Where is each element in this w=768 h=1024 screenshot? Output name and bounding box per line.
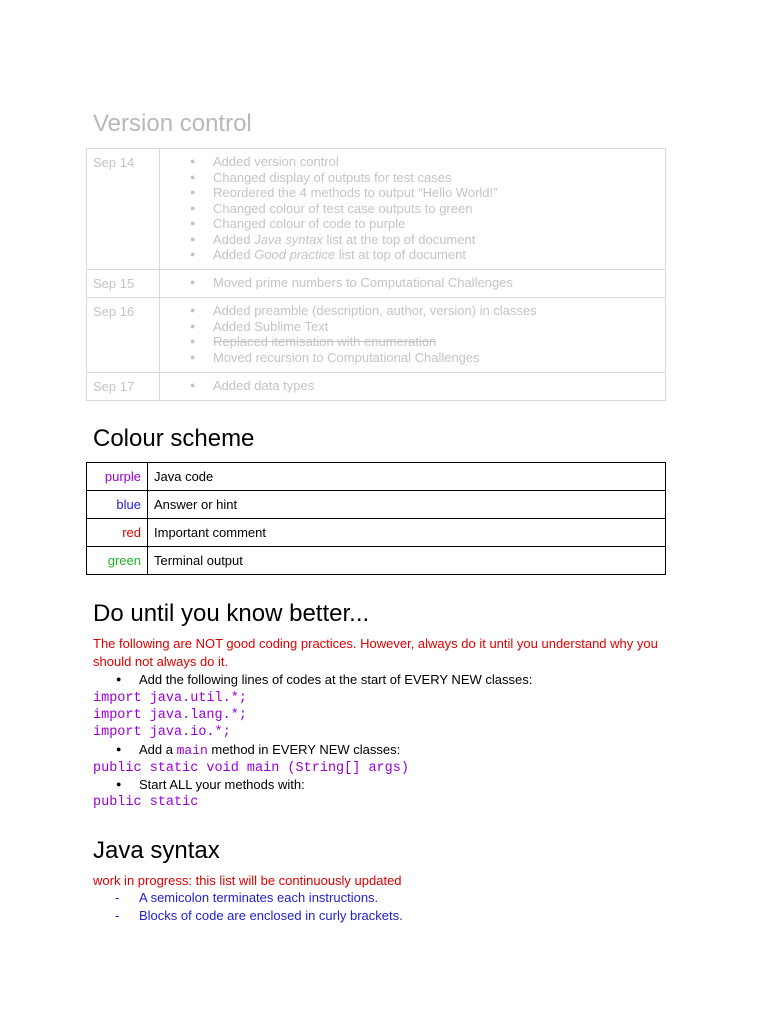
- list-item: ● Start ALL your methods with:: [86, 776, 305, 793]
- colour-name: purple: [87, 463, 148, 491]
- code-block-main: public static void main (String[] args): [93, 761, 409, 776]
- java-syntax-heading: Java syntax: [93, 837, 220, 864]
- change-list: [160, 275, 665, 291]
- colour-scheme-table: [86, 462, 666, 575]
- change-item: ● Changed colour of code to purple: [160, 216, 665, 232]
- change-list: [160, 303, 665, 365]
- syntax-hint: - A semicolon terminates each instructions.: [86, 889, 378, 907]
- version-row: [87, 149, 666, 270]
- change-item: ● Moved prime numbers to Computational Challenges: [160, 275, 665, 291]
- important-comment: work in progress: this list will be continuously updated: [93, 873, 402, 888]
- change-item: ● Added version control: [160, 154, 665, 170]
- colour-meaning: Java code: [148, 463, 666, 491]
- version-control-heading: Version control: [93, 110, 252, 137]
- colour-row: [87, 519, 666, 547]
- change-item: ● Added data types: [160, 378, 665, 394]
- change-item: ● Added Good practice list at top of document: [160, 247, 665, 263]
- version-date: Sep 14: [87, 149, 160, 270]
- change-item: ● Changed display of outputs for test cases: [160, 170, 665, 186]
- version-row: [87, 373, 666, 401]
- change-item: ● Added preamble (description, author, version) in classes: [160, 303, 665, 319]
- syntax-hint: - Blocks of code are enclosed in curly brackets.: [86, 907, 403, 925]
- version-date: Sep 17: [87, 373, 160, 401]
- code-line: import java.io.*;: [93, 725, 231, 740]
- change-item: ● Reordered the 4 methods to output “Hello World!”: [160, 185, 665, 201]
- code-line: import java.util.*;: [93, 691, 247, 706]
- important-comment: The following are NOT good coding practices. However, always do it until you understand why you should not always do it.: [93, 636, 658, 669]
- colour-name: blue: [87, 491, 148, 519]
- code-line: import java.lang.*;: [93, 708, 247, 723]
- change-item: ● Changed colour of test case outputs to green: [160, 201, 665, 217]
- change-list: [160, 378, 665, 394]
- change-item: ● Moved recursion to Computational Challenges: [160, 350, 665, 366]
- version-row: [87, 270, 666, 298]
- colour-name: green: [87, 547, 148, 575]
- change-item: ● Added Sublime Text: [160, 319, 665, 335]
- version-row: [87, 298, 666, 373]
- colour-scheme-heading: Colour scheme: [93, 425, 255, 452]
- code-block-imports: [93, 690, 247, 741]
- colour-meaning: Important comment: [148, 519, 666, 547]
- colour-name: red: [87, 519, 148, 547]
- colour-row: [87, 491, 666, 519]
- change-item: ● Added Java syntax list at the top of document: [160, 232, 665, 248]
- version-date: Sep 15: [87, 270, 160, 298]
- colour-meaning: Answer or hint: [148, 491, 666, 519]
- code-block-static: public static: [93, 795, 199, 810]
- version-control-table: [86, 148, 666, 401]
- change-item-struck: ● Replaced itemisation with enumeration: [160, 334, 665, 350]
- version-date: Sep 16: [87, 298, 160, 373]
- do-until-heading: Do until you know better...: [93, 600, 370, 627]
- colour-row: [87, 463, 666, 491]
- change-list: [160, 154, 665, 263]
- list-item: ● Add a main method in EVERY NEW classes:: [86, 741, 400, 759]
- inline-code: main: [176, 743, 208, 758]
- colour-meaning: Terminal output: [148, 547, 666, 575]
- colour-row: [87, 547, 666, 575]
- list-item: ● Add the following lines of codes at the start of EVERY NEW classes:: [86, 671, 532, 688]
